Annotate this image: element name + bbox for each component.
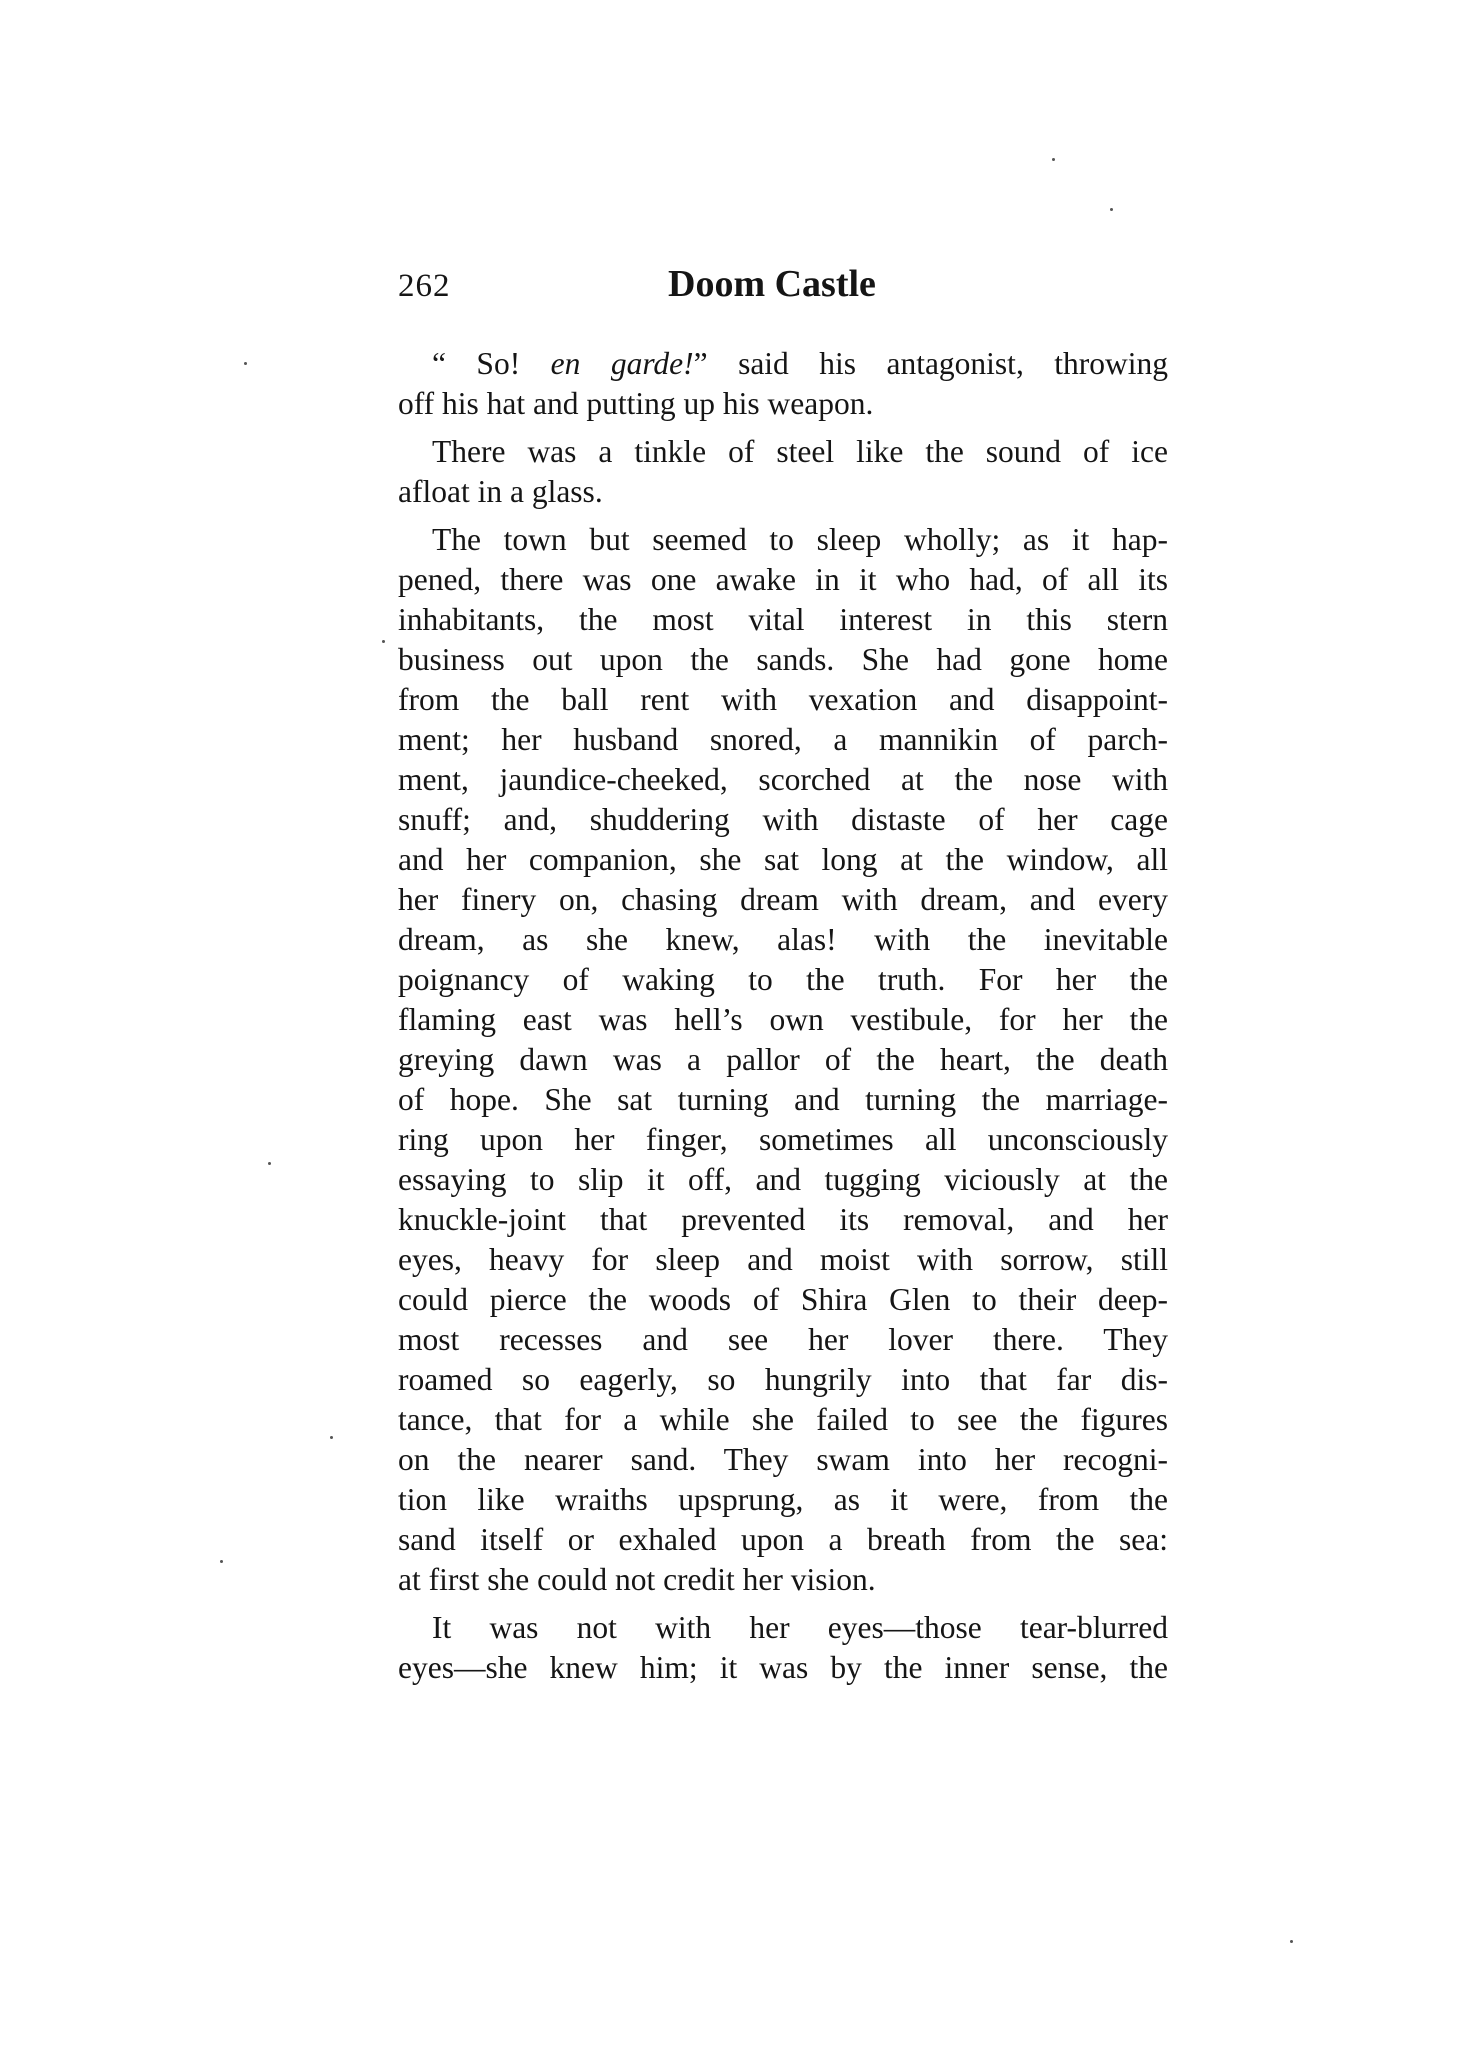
text-line: and her companion, she sat long at the window, all <box>398 842 1168 877</box>
text-line: dream, as she knew, alas! with the inevitable <box>398 922 1168 957</box>
text-line: ment; her husband snored, a mannikin of parch- <box>398 722 1168 757</box>
text-line: off his hat and putting up his weapon. <box>398 386 874 421</box>
text-line: It was not with her eyes—those tear-blurred <box>432 1610 1168 1645</box>
text-line: poignancy of waking to the truth. For her the <box>398 962 1168 997</box>
scan-speck <box>244 362 247 365</box>
scan-speck <box>1110 208 1113 211</box>
text-line: on the nearer sand. They swam into her recogni- <box>398 1442 1168 1477</box>
text-line: flaming east was hell’s own vestibule, for her the <box>398 1002 1168 1037</box>
page-title: Doom Castle <box>668 263 876 305</box>
text-line: at first she could not credit her vision. <box>398 1562 876 1597</box>
text-line: tance, that for a while she failed to see the figures <box>398 1402 1168 1437</box>
text-line: sand itself or exhaled upon a breath from the sea: <box>398 1522 1168 1557</box>
text-line: essaying to slip it off, and tugging viciously at the <box>398 1162 1168 1197</box>
text-line: ring upon her finger, sometimes all unconsciously <box>398 1122 1168 1157</box>
text-line: business out upon the sands. She had gone home <box>398 642 1168 677</box>
text-line: ment, jaundice-cheeked, scorched at the nose with <box>398 762 1168 797</box>
scan-speck <box>268 1162 271 1165</box>
text-line: of hope. She sat turning and turning the marriage- <box>398 1082 1168 1117</box>
italic-phrase: en garde! <box>550 346 694 381</box>
text-line: afloat in a glass. <box>398 474 603 509</box>
scan-speck <box>1290 1940 1293 1943</box>
text-line: inhabitants, the most vital interest in this stern <box>398 602 1168 637</box>
text-line: greying dawn was a pallor of the heart, the death <box>398 1042 1168 1077</box>
text-line: tion like wraiths upsprung, as it were, from the <box>398 1482 1168 1517</box>
text-line: snuff; and, shuddering with distaste of her cage <box>398 802 1168 837</box>
text-line: eyes—she knew him; it was by the inner sense, the <box>398 1650 1168 1685</box>
scan-speck <box>220 1560 223 1563</box>
text-line: most recesses and see her lover there. They <box>398 1322 1168 1357</box>
text-line: her finery on, chasing dream with dream, and every <box>398 882 1168 917</box>
text-line: roamed so eagerly, so hungrily into that far dis- <box>398 1362 1168 1397</box>
text-line: “ So! en garde!” said his antagonist, throwing <box>432 346 1169 381</box>
scan-speck <box>1052 158 1055 161</box>
text-line: eyes, heavy for sleep and moist with sorrow, still <box>398 1242 1168 1277</box>
text-line: pened, there was one awake in it who had, of all its <box>398 562 1168 597</box>
text-line: from the ball rent with vexation and disappoint- <box>398 682 1168 717</box>
text-line: There was a tinkle of steel like the sound of ice <box>432 434 1168 469</box>
page-number: 262 <box>398 268 451 304</box>
running-head <box>398 262 1168 322</box>
scan-speck <box>382 640 385 643</box>
text-line: knuckle-joint that prevented its removal, and her <box>398 1202 1168 1237</box>
body-text <box>398 344 1168 1688</box>
text-line: could pierce the woods of Shira Glen to their deep- <box>398 1282 1168 1317</box>
scan-speck <box>330 1436 333 1439</box>
text-line: The town but seemed to sleep wholly; as it hap- <box>432 522 1168 557</box>
